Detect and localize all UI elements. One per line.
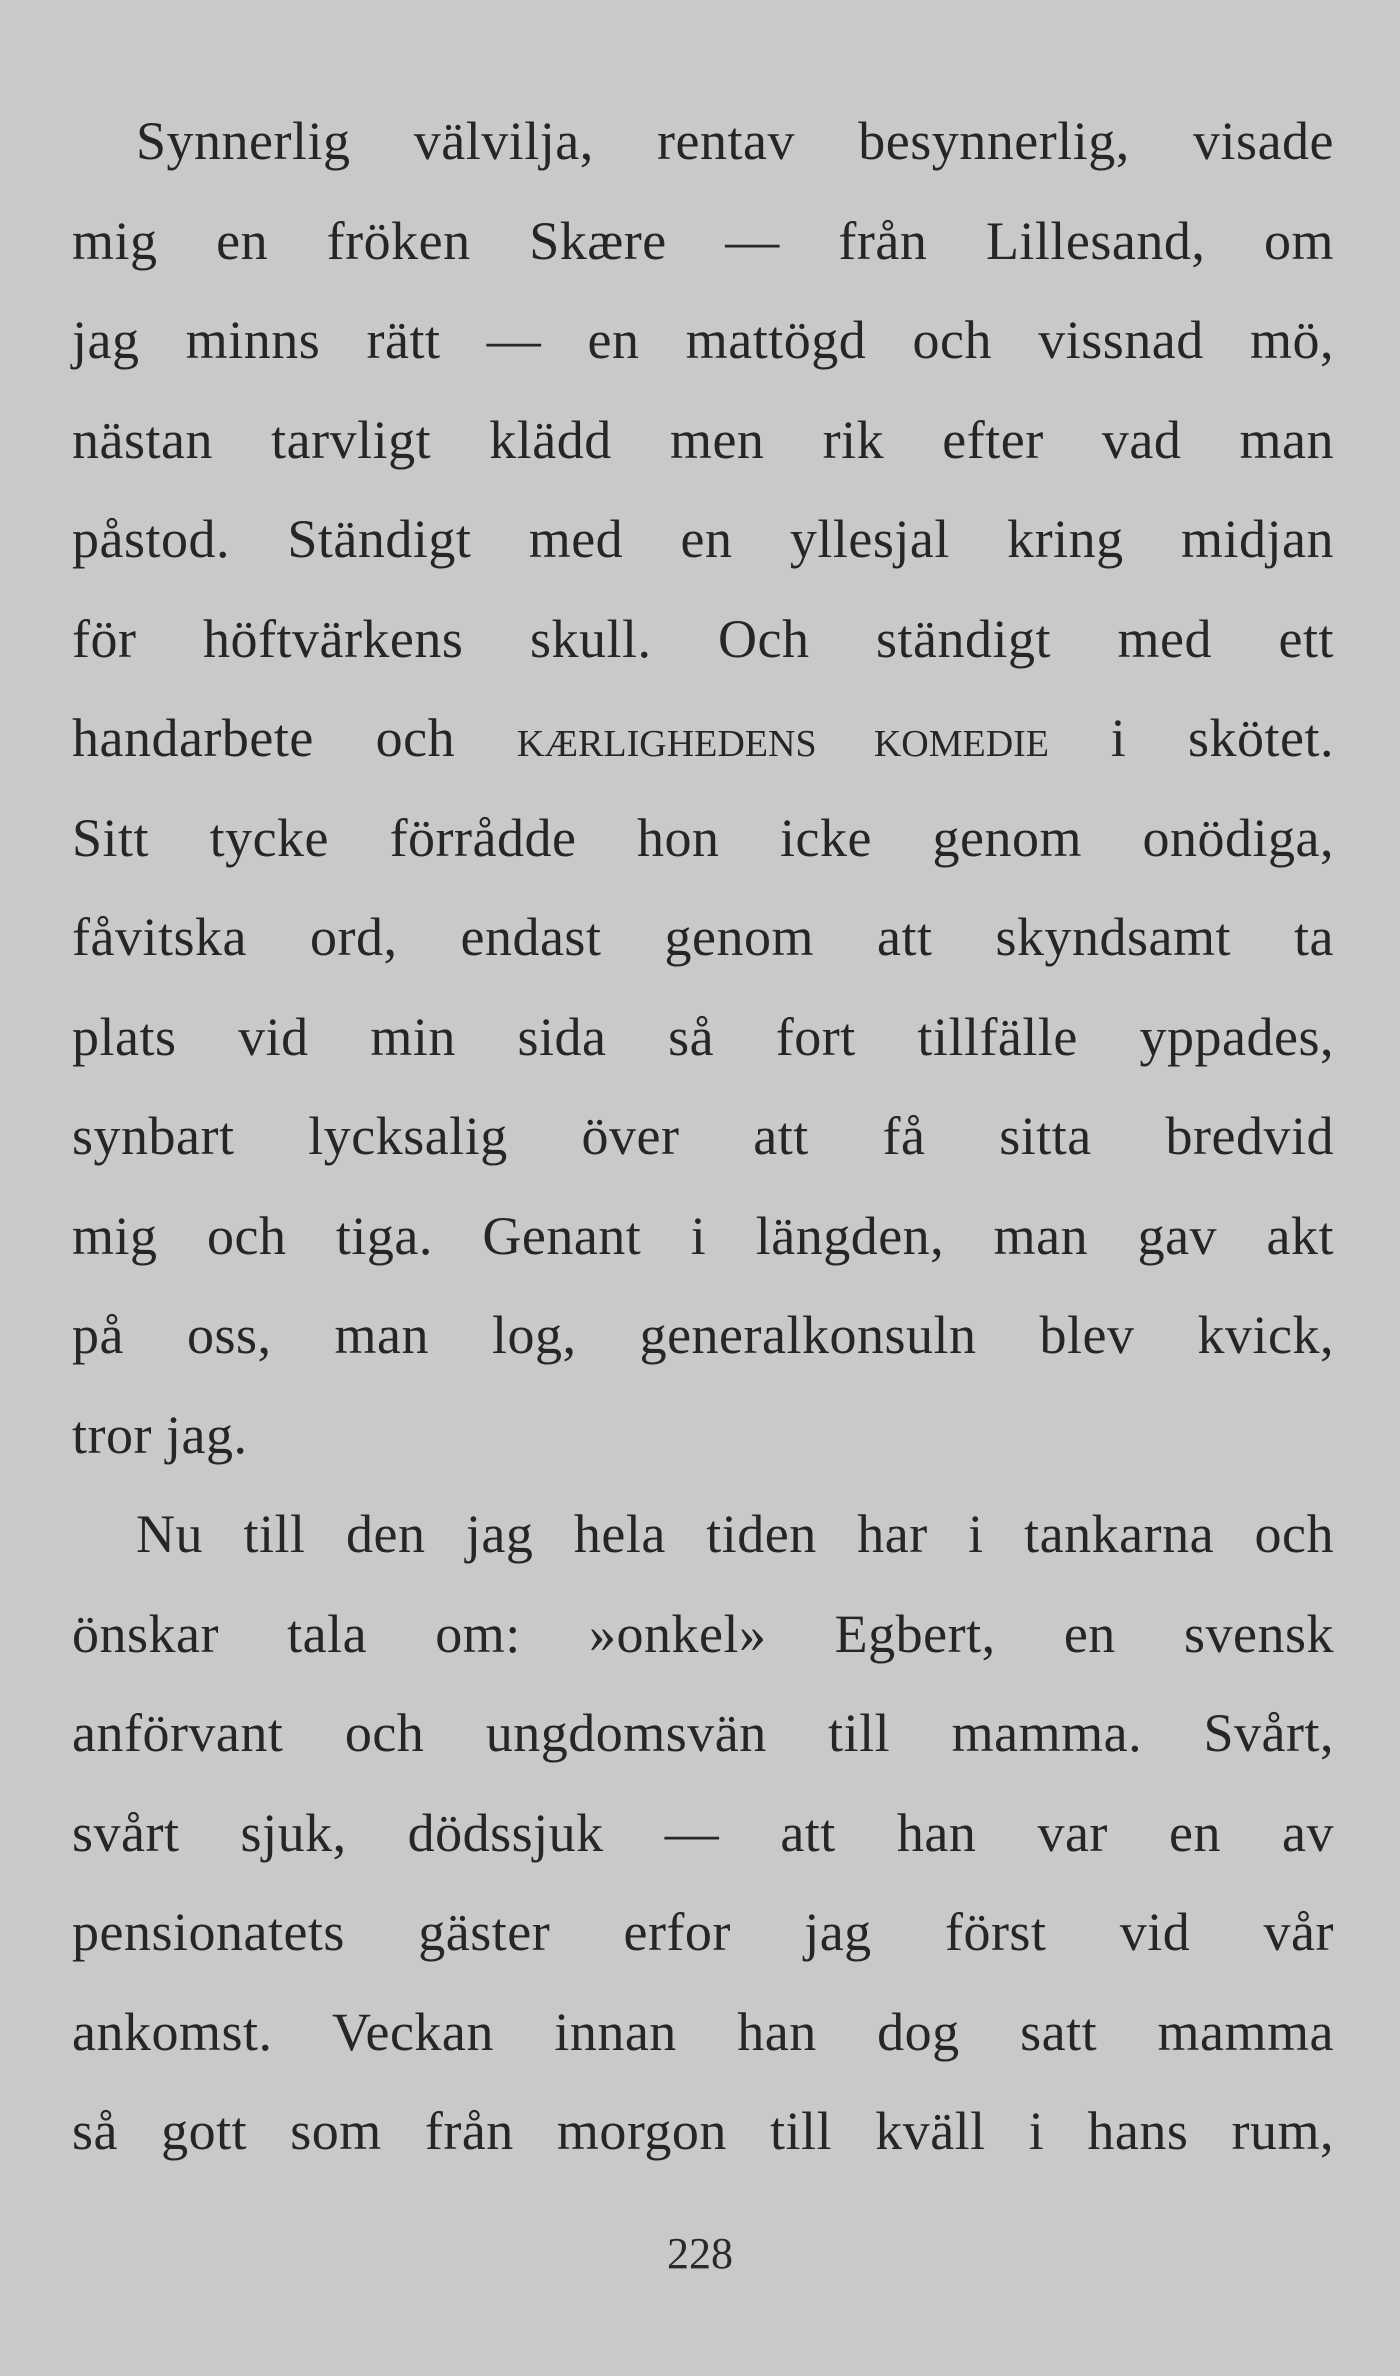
text-line: svårt sjuk, dödssjuk — att han var en av <box>72 1802 1334 1863</box>
text-line: nästan tarvligt klädd men rik efter vad man <box>72 409 1334 470</box>
body-text <box>72 92 1334 2182</box>
text-line <box>72 689 1334 789</box>
text-line: mig en fröken Skære — från Lillesand, om <box>72 210 1334 271</box>
text-run: handarbete och <box>72 708 517 768</box>
text-line: fåvitska ord, endast genom att skyndsamt ta <box>72 907 1334 967</box>
text-line: önskar tala om: »onkel» Egbert, en svensk <box>72 1603 1334 1664</box>
text-line: så gott som från morgon till kväll i hans rum, <box>72 2101 1334 2161</box>
paragraph-1 <box>72 92 1334 1485</box>
text-run: i skötet. <box>1049 708 1335 768</box>
page-number: 228 <box>667 2229 733 2278</box>
text-line: anförvant och ungdomsvän till mamma. Svårt, <box>72 1703 1334 1763</box>
text-line: på oss, man log, generalkonsuln blev kvick, <box>72 1305 1334 1365</box>
text-line: Synnerlig välvilja, rentav besynnerlig, visade <box>136 111 1334 171</box>
text-line: pensionatets gäster erfor jag först vid vår <box>72 1902 1334 1962</box>
text-line: plats vid min sida så fort tillfälle yppades, <box>72 1006 1334 1067</box>
text-line: Nu till den jag hela tiden har i tankarna och <box>136 1504 1334 1564</box>
text-line: för höftvärkens skull. Och ständigt med ett <box>72 608 1334 669</box>
text-line: ankomst. Veckan innan han dog satt mamma <box>72 2001 1334 2062</box>
text-line: mig och tiga. Genant i längden, man gav akt <box>72 1205 1334 1266</box>
text-line: tror jag. <box>72 1404 248 1465</box>
paragraph-2 <box>72 1485 1334 2182</box>
text-line: jag minns rätt — en mattögd och vissnad mö, <box>72 310 1334 370</box>
play-title-small-caps: KÆRLIGHEDENS KOMEDIE <box>516 723 1050 765</box>
text-line: Sitt tycke förrådde hon icke genom onödiga, <box>72 807 1334 868</box>
text-line: synbart lycksalig över att få sitta bredvid <box>72 1106 1334 1166</box>
text-line: påstod. Ständigt med en yllesjal kring midjan <box>72 509 1334 569</box>
